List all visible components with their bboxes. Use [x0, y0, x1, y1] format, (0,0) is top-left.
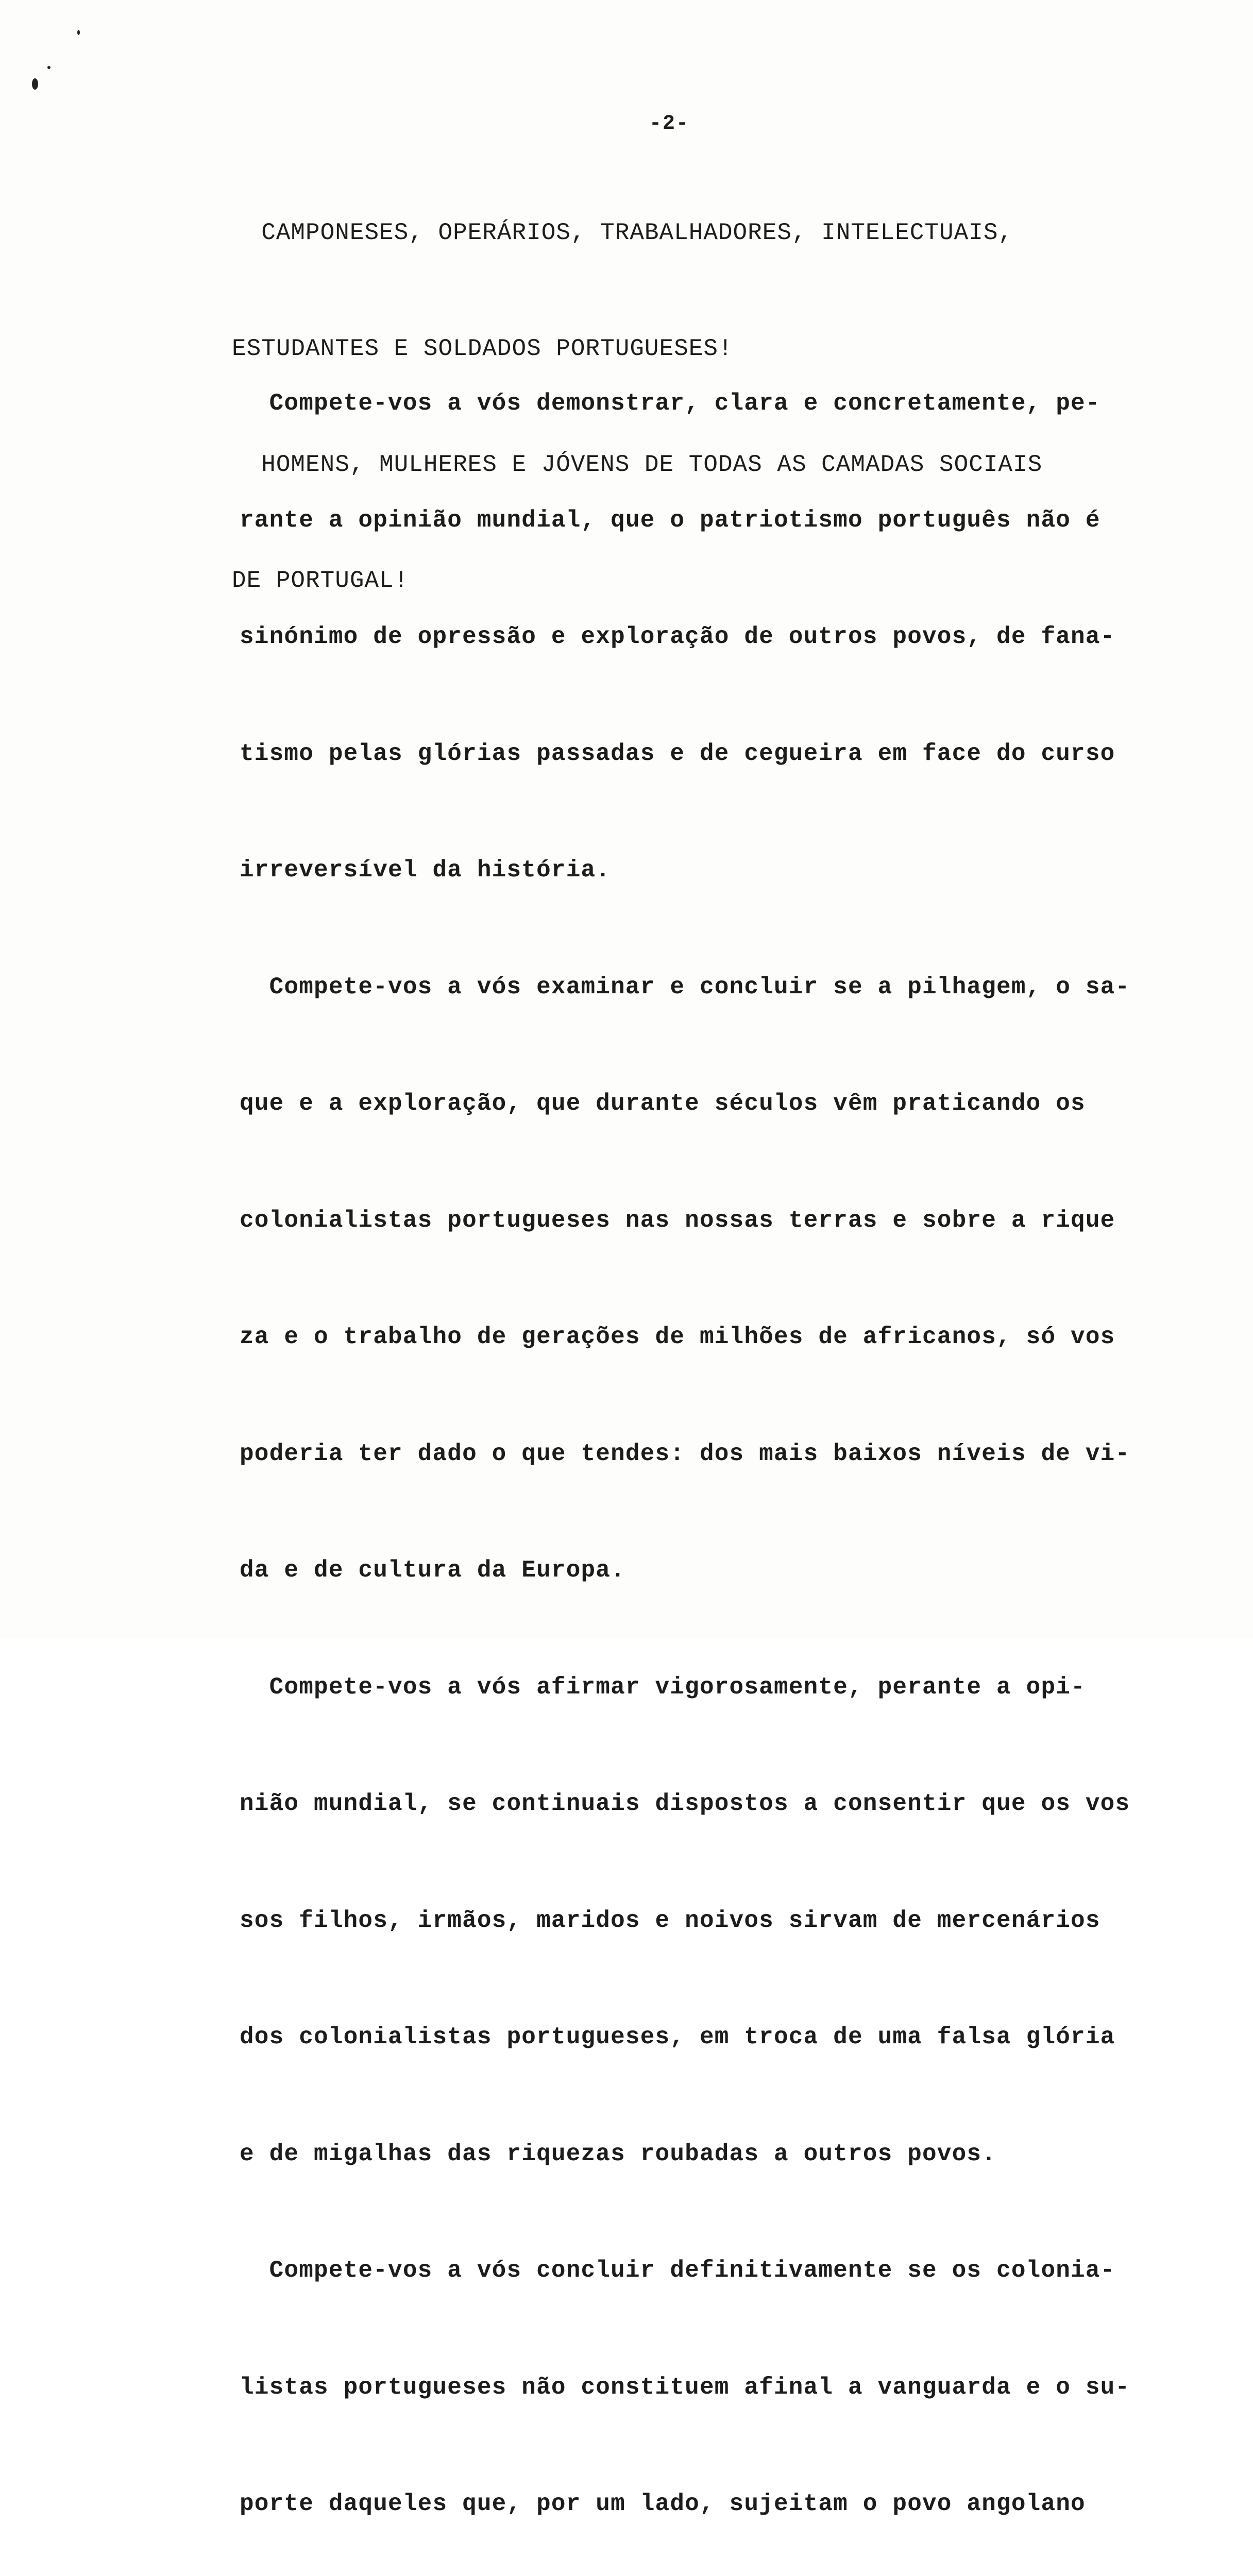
body-line: Compete-vos a vós examinar e concluir se a pilhagem, o sa- — [240, 973, 1130, 1001]
body-line: listas portugueses não constituem afinal a vanguarda e o su- — [240, 2374, 1130, 2401]
ink-speck — [77, 30, 80, 35]
body-line: tismo pelas glórias passadas e de cegueira em face do curso — [240, 740, 1115, 767]
ink-speck — [47, 66, 50, 69]
body-line: e de migalhas das riquezas roubadas a outros povos. — [240, 2140, 997, 2167]
body-line: sinónimo de opressão e exploração de outros povos, de fana- — [240, 623, 1115, 650]
page-number: -2- — [649, 112, 690, 135]
body-text — [240, 307, 1208, 2576]
body-line: irreversível da história. — [240, 857, 611, 884]
body-line: Compete-vos a vós afirmar vigorosamente, perante a opi- — [240, 1673, 1086, 1701]
body-line: rante a opinião mundial, que o patriotismo português não é — [240, 506, 1100, 534]
body-line: za e o trabalho de gerações de milhões de africanos, só vos — [240, 1324, 1115, 1350]
body-line: porte daqueles que, por um lado, sujeitam o povo angolano — [240, 2490, 1086, 2517]
body-line: dos colonialistas portugueses, em troca de uma falsa glória — [240, 2024, 1115, 2050]
body-line: poderia ter dado o que tendes: dos mais baixos níveis de vi- — [240, 1440, 1130, 1467]
salutation-line: ESTUDANTES E SOLDADOS PORTUGUESES! — [232, 335, 733, 362]
body-line: Compete-vos a vós concluir definitivamente se os colonia- — [240, 2257, 1115, 2284]
salutation-line: HOMENS, MULHERES E JÓVENS DE TODAS AS CAMADAS SOCIAIS — [232, 451, 1043, 478]
body-line: da e de cultura da Europa. — [240, 1557, 625, 1584]
body-line: sos filhos, irmãos, maridos e noivos sirvam de mercenários — [240, 1907, 1100, 1934]
ink-speck — [32, 78, 38, 90]
salutation-line: CAMPONESES, OPERÁRIOS, TRABALHADORES, INTELECTUAIS, — [232, 219, 1013, 246]
body-line: colonialistas portugueses nas nossas terras e sobre a rique — [240, 1207, 1115, 1234]
body-line: Compete-vos a vós demonstrar, clara e concretamente, pe- — [240, 390, 1100, 417]
salutation-line: DE PORTUGAL! — [232, 567, 409, 594]
body-line: nião mundial, se continuais dispostos a consentir que os vos — [240, 1790, 1130, 1817]
body-line: que e a exploração, que durante séculos vêm praticando os — [240, 1090, 1086, 1117]
